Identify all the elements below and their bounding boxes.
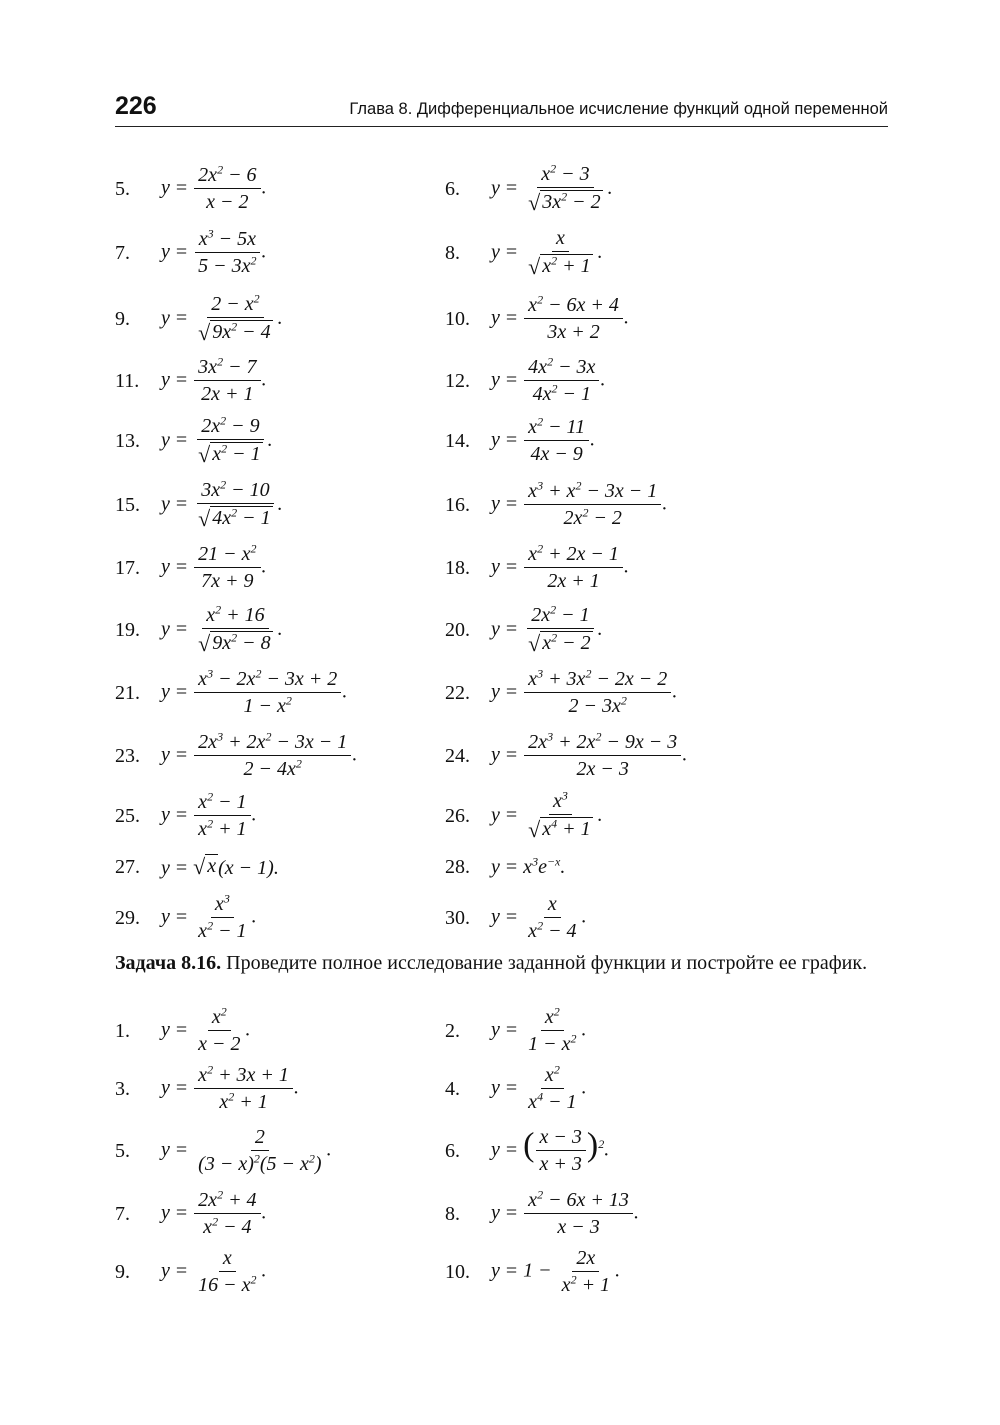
exercise-list-a [115,158,895,946]
exercise-row [115,724,895,788]
exercise-number: 18. [445,556,470,579]
formula: y = $\frac{x^2}{x^4 - 1}$ . [491,1062,587,1113]
exercise-number: 11. [115,369,140,392]
formula: $y = x^3e^{-x}$. [491,853,566,878]
formula: y = $\frac{x^3 - 5x}{5 - 3x^2}$ . [161,226,267,277]
exercise-number: 19. [115,618,140,641]
formula: y = $\frac{2x^3 + 2x^2 - 3x - 1}{2 - 4x^2}$ . [161,729,358,780]
formula: y = ( $\frac{x - 3}{x + 3}$ )$^2$. [491,1126,610,1175]
page-number: 226 [115,92,157,120]
exercise-number: 9. [115,1260,130,1283]
exercise-number: 24. [445,744,470,767]
exercise-row [115,1118,895,1184]
exercise-row [115,472,895,538]
task-label: Задача 8.16. [115,952,222,974]
exercise-number: 10. [445,1260,470,1283]
exercise-number: 22. [445,681,470,704]
exercise-number: 21. [115,681,140,704]
exercise-row [115,352,895,410]
task-text: Проведите полное исследование заданной функции и постройте ее график. [221,952,868,974]
exercise-row [115,410,895,472]
formula: y = $\frac{x^2}{1 - x^2}$ . [491,1004,587,1055]
task-statement [115,950,890,977]
exercise-number: 15. [115,493,140,516]
exercise-number: 5. [115,177,130,200]
formula: y = $\frac{21 - x^2}{7x + 9}$ . [161,541,267,592]
exercise-row [115,662,895,724]
exercise-number: 3. [115,1077,130,1100]
formula: y = $2x^2 - 9$ √ $x^2 - 1$ . [161,412,273,467]
formula: y = $\frac{2x^3 + 2x^2 - 9x - 3}{2x - 3}$ . [491,729,688,780]
exercise-number: 23. [115,744,140,767]
formula: y = $\frac{2x^2 + 4}{x^2 - 4}$ . [161,1187,267,1238]
exercise-row [115,890,895,946]
formula: y = x √ $x^2 + 1$ . [491,226,603,279]
exercise-number: 17. [115,556,140,579]
exercise-number: 14. [445,429,470,452]
exercise-number: 2. [445,1019,460,1042]
exercise-row [115,286,895,352]
exercise-row [115,598,895,662]
exercise-number: 8. [445,241,460,264]
formula: y = $\frac{4x^2 - 3x}{4x^2 - 1}$ . [491,354,606,405]
exercise-number: 27. [115,855,140,878]
exercise-number: 5. [115,1139,130,1162]
exercise-number: 6. [445,177,460,200]
exercise-number: 10. [445,307,470,330]
exercise-row [115,1244,895,1300]
exercise-number: 9. [115,307,130,330]
exercise-number: 16. [445,493,470,516]
page-header [115,92,888,127]
exercise-row [115,1060,895,1118]
formula: y = $\frac{3x^2 - 7}{2x + 1}$ . [161,354,267,405]
exercise-number: 1. [115,1019,130,1042]
formula: y = 1 − $\frac{2x}{x^2 + 1}$ . [491,1247,621,1296]
formula: y = √ x (x − 1). [161,854,279,879]
chapter-title: Глава 8. Дифференциальное исчисление функций одной переменной [349,100,888,118]
exercise-number: 12. [445,369,470,392]
exercise-number: 8. [445,1202,460,1225]
exercise-number: 7. [115,241,130,264]
exercise-number: 13. [115,429,140,452]
exercise-number: 30. [445,906,470,929]
exercise-number: 25. [115,804,140,827]
exercise-list-b [115,1002,895,1300]
exercise-row [115,158,895,220]
formula: y = $\frac{x^3 + x^2 - 3x - 1}{2x^2 - 2}$ . [491,478,668,529]
exercise-row [115,844,895,890]
formula: y = $\frac{x^3 - 2x^2 - 3x + 2}{1 - x^2}$ . [161,666,348,717]
exercise-row [115,1002,895,1060]
formula: y = $3x^2 - 10$ √ $4x^2 - 1$ . [161,476,283,531]
formula: y = $2x^2 - 1$ √ $x^2 - 2$ . [491,601,603,656]
exercise-number: 20. [445,618,470,641]
formula: y = $x^3$ √ $x^4 + 1$ . [491,787,603,842]
exercise-number: 4. [445,1077,460,1100]
formula: y = $\frac{2}{(3 - x)^2(5 - x^2)}$ . [161,1126,332,1175]
exercise-number: 6. [445,1139,460,1162]
formula: y = $\frac{x^2 + 2x - 1}{2x + 1}$ . [491,541,629,592]
formula: y = $\frac{x^2 + 3x + 1}{x^2 + 1}$ . [161,1062,299,1113]
formula: y = $x^2 - 3$ √ $3x^2 - 2$ . [491,160,613,215]
formula: y = $\frac{x^2 - 11}{4x - 9}$ . [491,414,596,465]
formula: y = $\frac{x^2 - 6x + 4}{3x + 2}$ . [491,292,629,343]
exercise-number: 26. [445,804,470,827]
exercise-number: 28. [445,855,470,878]
formula: y = $x^2 + 16$ √ $9x^2 - 8$ . [161,601,283,656]
exercise-number: 7. [115,1202,130,1225]
formula: y = $\frac{x^3 + 3x^2 - 2x - 2}{2 - 3x^2}$ . [491,666,678,717]
formula: y = $\frac{x}{16 - x^2}$ . [161,1247,267,1296]
formula: y = $\frac{x^3}{x^2 - 1}$ . [161,891,257,942]
formula: y = $\frac{2x^2 - 6}{x - 2}$ . [161,162,267,213]
formula: y = $2 - x^2$ √ $9x^2 - 4$ . [161,290,283,345]
exercise-row [115,220,895,286]
exercise-number: 29. [115,906,140,929]
exercise-row [115,1184,895,1244]
exercise-row [115,788,895,844]
exercise-row [115,538,895,598]
formula: y = $\frac{x^2 - 1}{x^2 + 1}$ . [161,789,257,840]
formula: y = $\frac{x^2}{x - 2}$ . [161,1004,251,1055]
formula: y = $\frac{x^2 - 6x + 13}{x - 3}$ . [491,1187,639,1238]
formula: y = $\frac{x}{x^2 - 4}$ . [491,893,587,942]
